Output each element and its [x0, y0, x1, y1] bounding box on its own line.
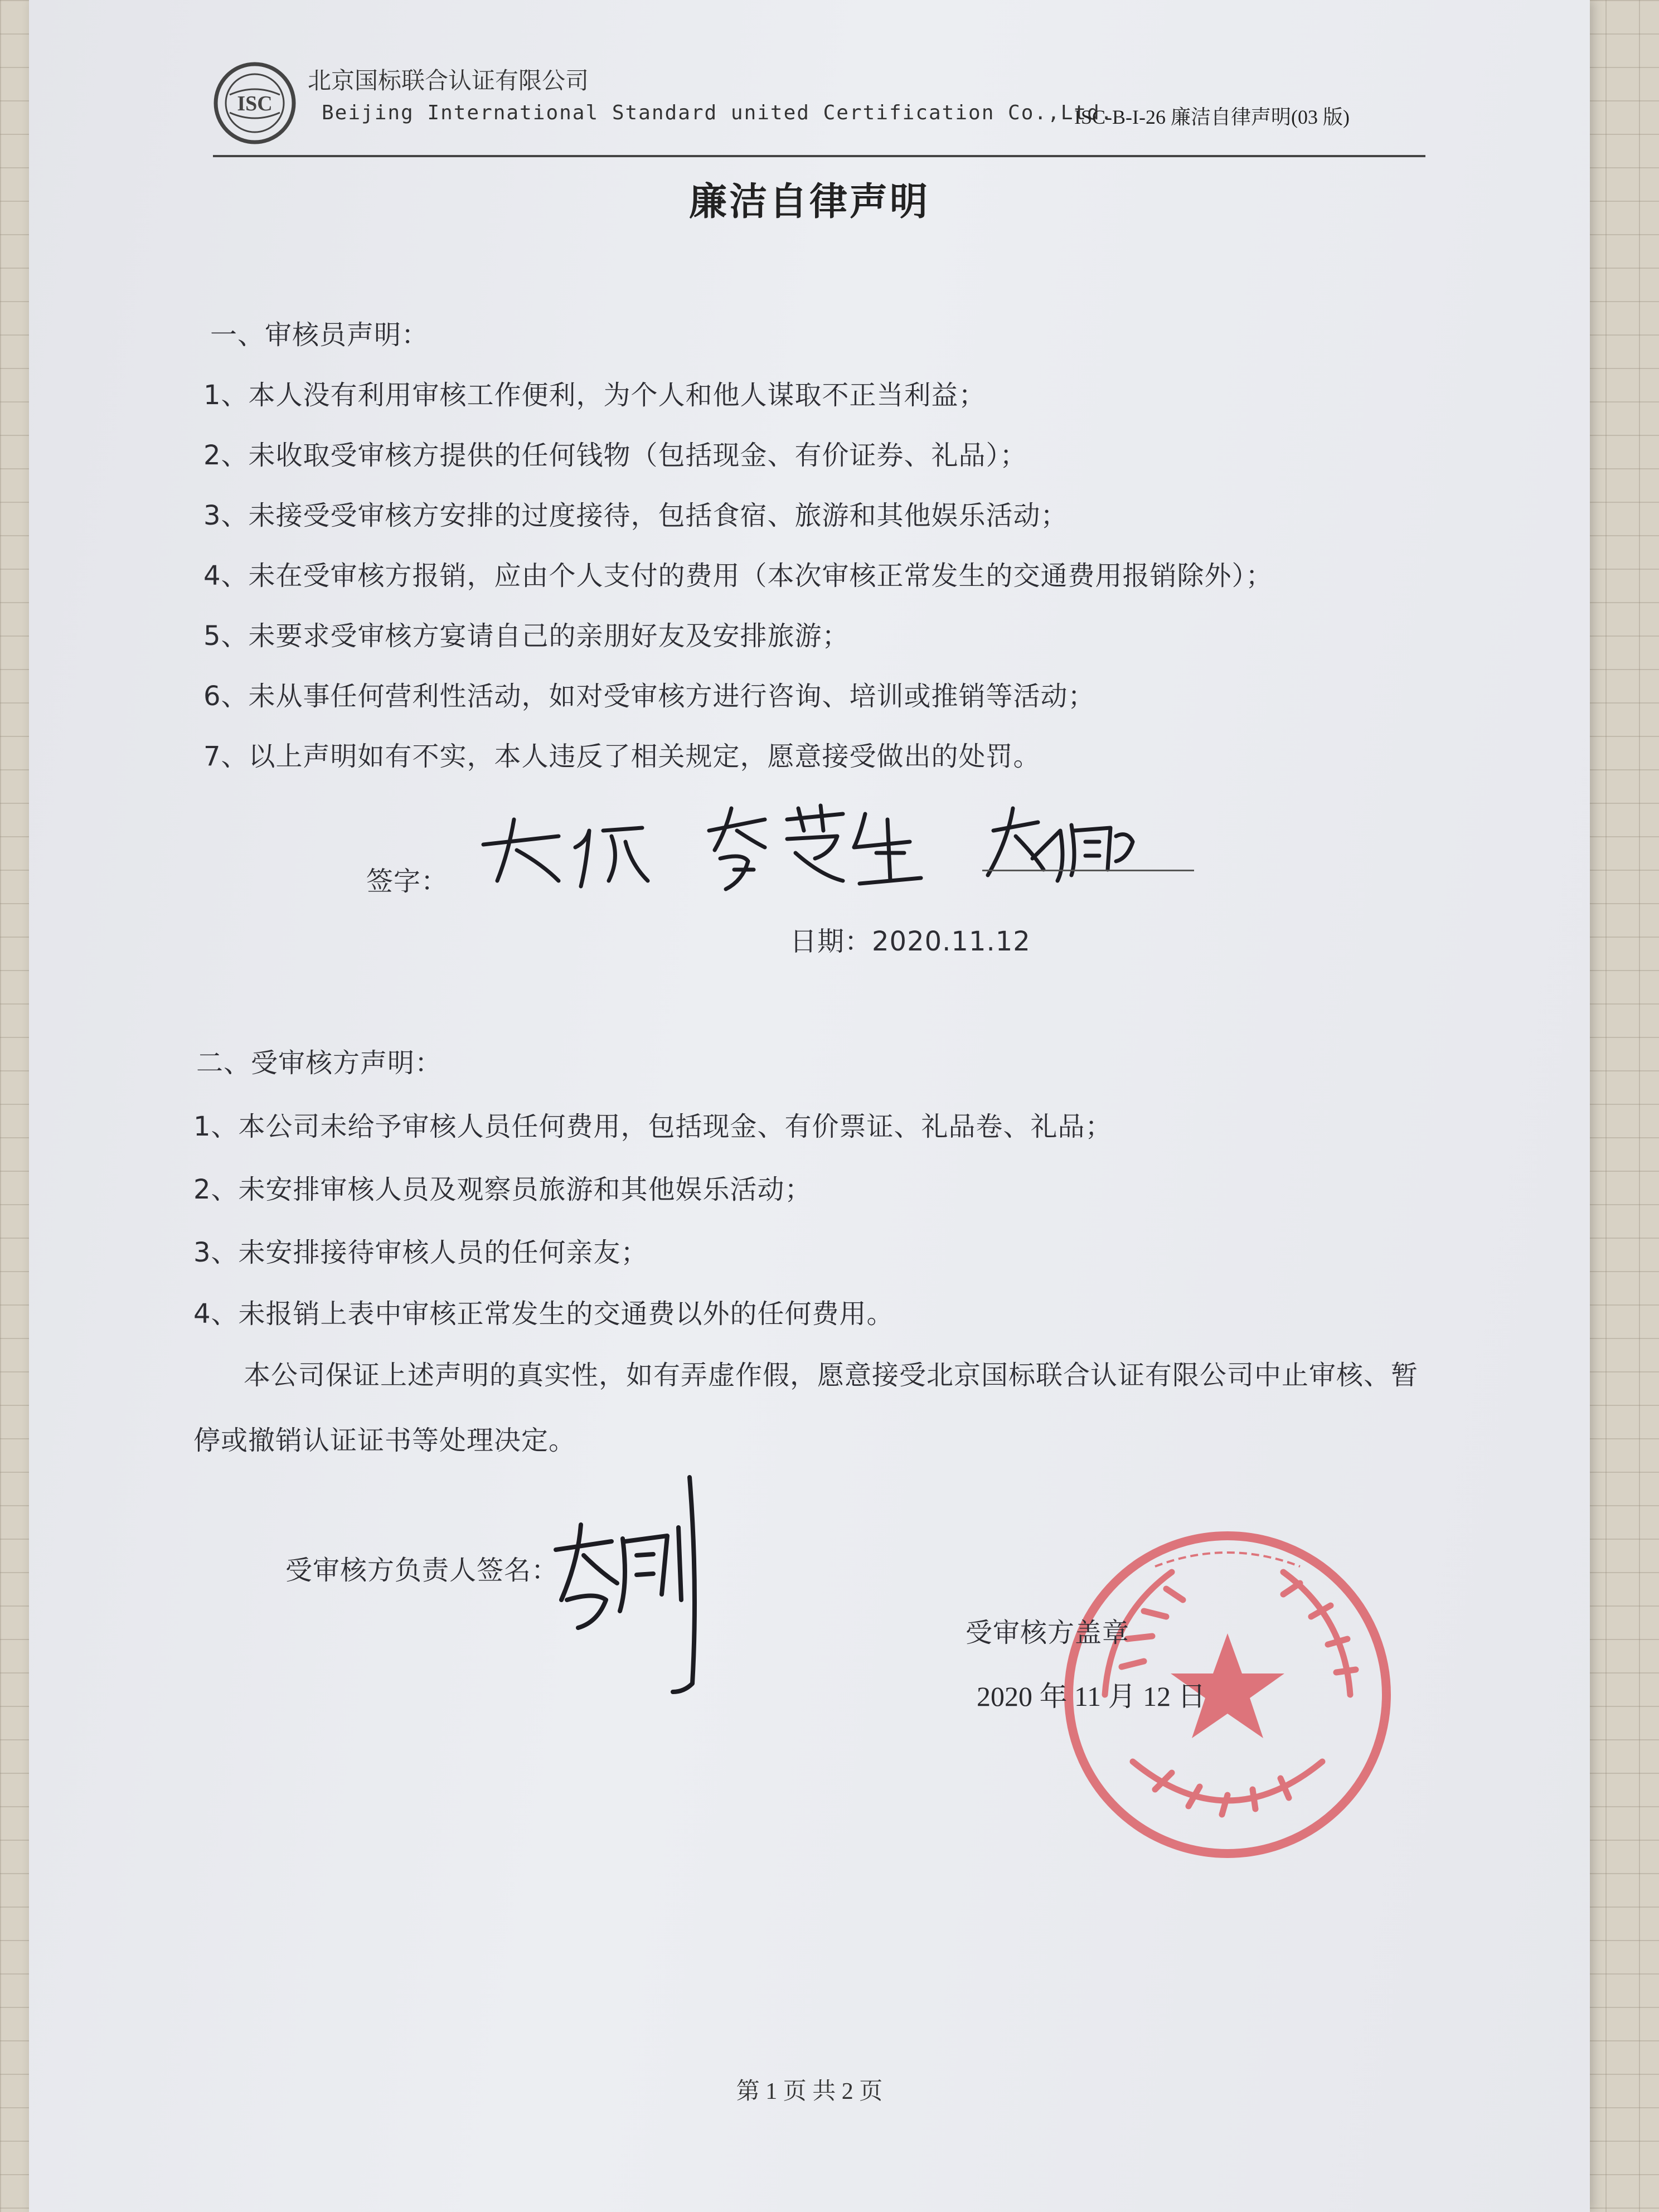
seal-label: 受审核方盖章: [966, 1617, 1130, 1648]
document-page: [29, 0, 1590, 2212]
page-footer: 第 1 页 共 2 页: [736, 2079, 883, 2104]
auditor-section-heading: 一、审核员声明：: [210, 319, 429, 351]
auditor-item: 7、以上声明如有不实，本人违反了相关规定，愿意接受做出的处罚。: [203, 741, 1041, 772]
auditor-item: 1、本人没有利用审核工作便利，为个人和他人谋取不正当利益；: [203, 380, 986, 411]
auditor-item: 5、未要求受审核方宴请自己的亲朋好友及安排旅游；: [203, 620, 850, 652]
seal-date: 2020 年 11 月 12 日: [977, 1681, 1206, 1712]
responsible-person-signature: [545, 1472, 723, 1695]
auditor-item: 3、未接受受审核方安排的过度接待，包括食宿、旅游和其他娱乐活动；: [203, 500, 1068, 531]
document-code: ISC-B-I-26 廉洁自律声明(03 版): [1074, 106, 1350, 128]
auditor-item: 4、未在受审核方报销，应由个人支付的费用（本次审核正常发生的交通费用报销除外）；: [203, 560, 1273, 591]
auditor-signature-1: [483, 819, 648, 886]
auditee-item: 3、未安排接待审核人员的任何亲友；: [193, 1237, 648, 1268]
signature-line: [982, 870, 1194, 871]
auditor-item: 6、未从事任何营利性活动，如对受审核方进行咨询、培训或推销等活动；: [203, 681, 1095, 712]
isc-logo-icon: [213, 61, 297, 145]
company-name-en: Beijing International Standard united Certification Co.,Ltd.: [322, 101, 1114, 124]
signature-label: 签字：: [366, 866, 449, 897]
guarantee-paragraph-line: 本公司保证上述声明的真实性，如有弄虚作假，愿意接受北京国标联合认证有限公司中止审核、暂: [244, 1360, 1419, 1391]
auditor-signature-2: [709, 806, 921, 889]
auditee-item: 4、未报销上表中审核正常发生的交通费以外的任何费用。: [193, 1298, 894, 1330]
company-name-cn: 北京国标联合认证有限公司: [308, 67, 589, 94]
responsible-person-label: 受审核方负责人签名：: [285, 1555, 559, 1586]
guarantee-paragraph-line: 停或撤销认证证书等处理决定。: [193, 1425, 576, 1456]
svg-text:ISC: ISC: [237, 92, 273, 115]
document-title: 廉洁自律声明: [688, 180, 930, 224]
auditor-signatures: [475, 797, 1200, 898]
auditee-item: 2、未安排审核人员及观察员旅游和其他娱乐活动；: [193, 1174, 812, 1205]
header-divider: [213, 155, 1425, 157]
auditor-date: 日期：2020.11.12: [790, 926, 1031, 957]
auditee-item: 1、本公司未给予审核人员任何费用，包括现金、有价票证、礼品卷、礼品；: [193, 1111, 1113, 1142]
auditor-item: 2、未收取受审核方提供的任何钱物（包括现金、有价证券、礼品）；: [203, 440, 1027, 471]
auditee-section-heading: 二、受审核方声明：: [196, 1047, 443, 1079]
